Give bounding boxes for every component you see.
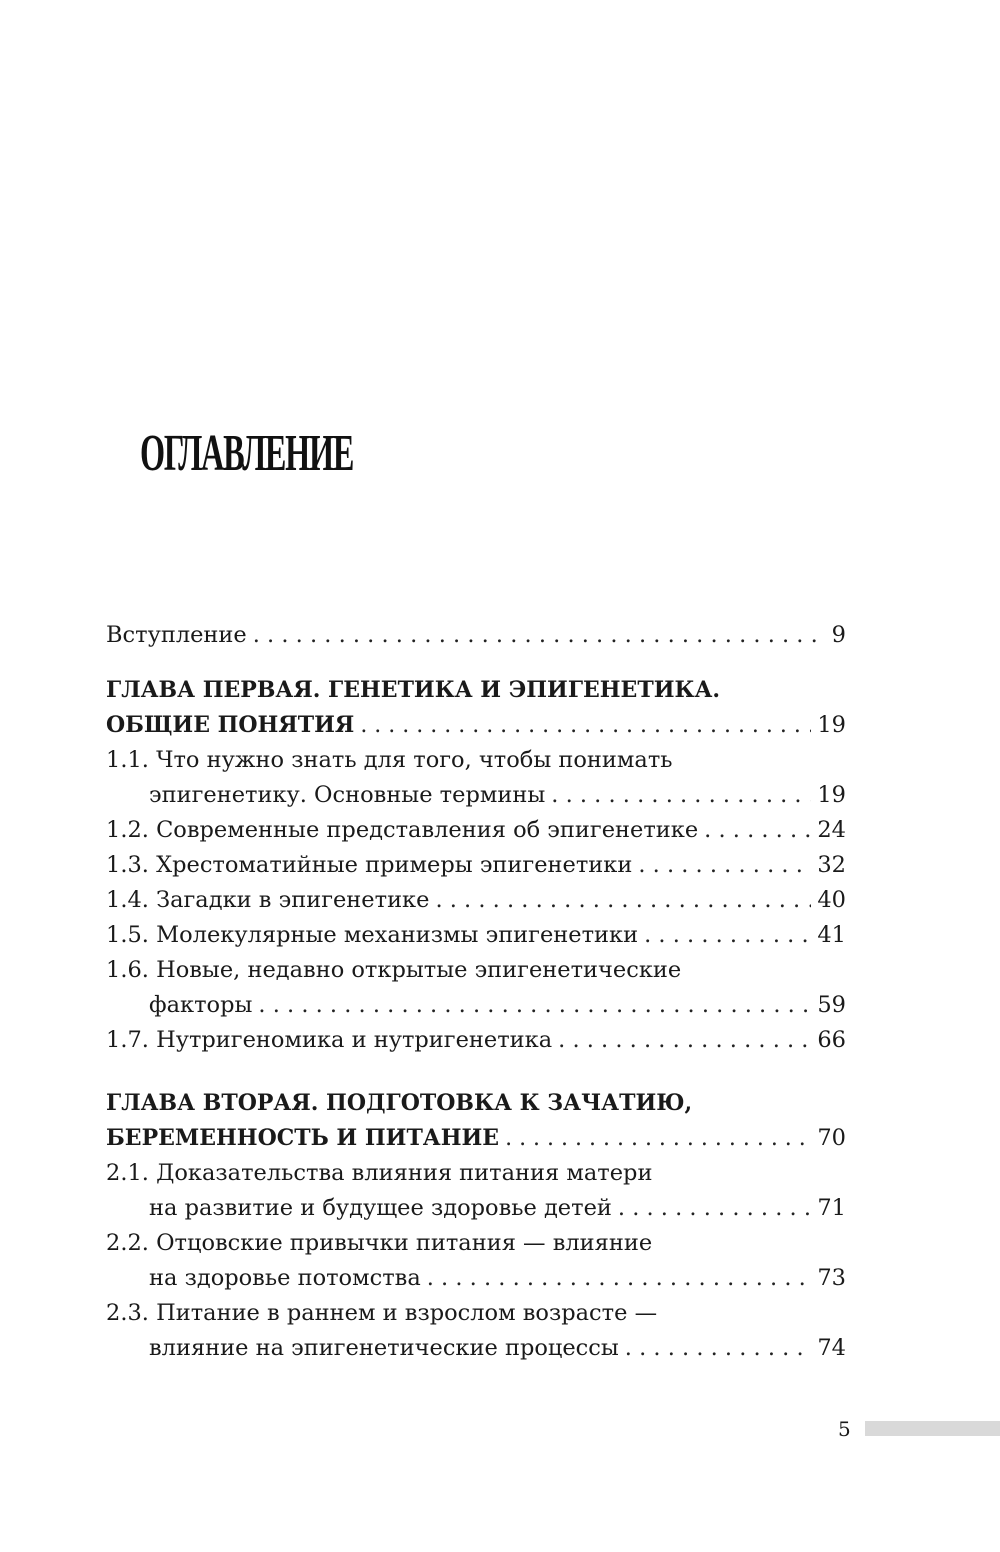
dot-leader [435, 883, 811, 918]
toc-section-2-3[interactable] [106, 1296, 846, 1366]
toc-entry-page: 19 [817, 782, 846, 808]
dot-leader [505, 1121, 811, 1156]
toc-section-1-2[interactable] [106, 813, 846, 848]
toc-section-2-2[interactable] [106, 1226, 846, 1296]
section-title-line1: 1.2. Современные представления об эпигенетике [106, 817, 699, 843]
section-title-line1: 1.1. Что нужно знать для того, чтобы понимать [106, 747, 673, 773]
toc-entry-page: 59 [817, 992, 846, 1018]
section-title-line2: влияние на эпигенетические процессы [149, 1335, 619, 1361]
toc-section-2-1[interactable] [106, 1156, 846, 1226]
section-title-line1: 2.2. Отцовские привычки питания — влияние [106, 1230, 653, 1256]
page-number: 5 [838, 1417, 851, 1441]
section-title-line1: 2.1. Доказательства влияния питания матери [106, 1160, 653, 1186]
toc-section-1-6[interactable] [106, 953, 846, 1023]
dot-leader [644, 918, 811, 953]
section-title-line1: 1.4. Загадки в эпигенетике [106, 887, 430, 913]
toc-entry-page: 19 [817, 712, 846, 738]
toc-entry-page: 73 [817, 1265, 846, 1291]
dot-leader [551, 778, 811, 813]
chapter-title-line2: БЕРЕМЕННОСТЬ И ПИТАНИЕ [106, 1125, 500, 1151]
section-title-line1: 1.7. Нутригеномика и нутригенетика [106, 1027, 553, 1053]
section-title-line1: 1.3. Хрестоматийные примеры эпигенетики [106, 852, 633, 878]
section-title-line1: 2.3. Питание в раннем и взрослом возрасте — [106, 1300, 658, 1326]
dot-leader [558, 1023, 811, 1058]
section-title-line2: эпигенетику. Основные термины [149, 782, 546, 808]
toc-entry-page: 74 [817, 1335, 846, 1361]
dot-leader [704, 813, 811, 848]
toc-entry-page: 66 [817, 1027, 846, 1053]
dot-leader [253, 618, 826, 653]
toc-section-1-1[interactable] [106, 743, 846, 813]
section-title-line2: факторы [149, 992, 253, 1018]
dot-leader [618, 1191, 811, 1226]
chapter-title-line1: ГЛАВА ВТОРАЯ. ПОДГОТОВКА К ЗАЧАТИЮ, [106, 1090, 693, 1116]
toc-chapter-1[interactable] [106, 673, 846, 743]
section-title-line2: на развитие и будущее здоровье детей [149, 1195, 612, 1221]
toc-entry-page: 70 [817, 1125, 846, 1151]
toc-entry-page: 71 [817, 1195, 846, 1221]
toc-section-1-4[interactable] [106, 883, 846, 918]
section-title-line1: 1.5. Молекулярные механизмы эпигенетики [106, 922, 639, 948]
toc-section-1-3[interactable] [106, 848, 846, 883]
toc-entry-page: 32 [817, 852, 846, 878]
toc-entry-page: 9 [831, 622, 846, 648]
dot-leader [638, 848, 811, 883]
toc-section-1-5[interactable] [106, 918, 846, 953]
dot-leader [360, 708, 811, 743]
section-title-line2: на здоровье потомства [149, 1265, 421, 1291]
chapter-title-line1: ГЛАВА ПЕРВАЯ. ГЕНЕТИКА И ЭПИГЕНЕТИКА. [106, 677, 721, 703]
toc-entry-page: 24 [817, 817, 846, 843]
dot-leader [625, 1331, 812, 1366]
toc-entry-intro[interactable] [106, 618, 846, 653]
page-edge-tab [865, 1421, 1000, 1436]
toc-entry-label: Вступление [106, 622, 247, 648]
dot-leader [258, 988, 811, 1023]
section-title-line1: 1.6. Новые, недавно открытые эпигенетические [106, 957, 682, 983]
toc-entry-page: 40 [817, 887, 846, 913]
toc-chapter-2[interactable] [106, 1086, 846, 1156]
table-of-contents [106, 618, 846, 1366]
chapter-title-line2: ОБЩИЕ ПОНЯТИЯ [106, 712, 355, 738]
toc-title: ОГЛАВЛЕНИЕ [140, 425, 354, 482]
toc-entry-page: 41 [817, 922, 846, 948]
toc-section-1-7[interactable] [106, 1023, 846, 1058]
dot-leader [427, 1261, 812, 1296]
